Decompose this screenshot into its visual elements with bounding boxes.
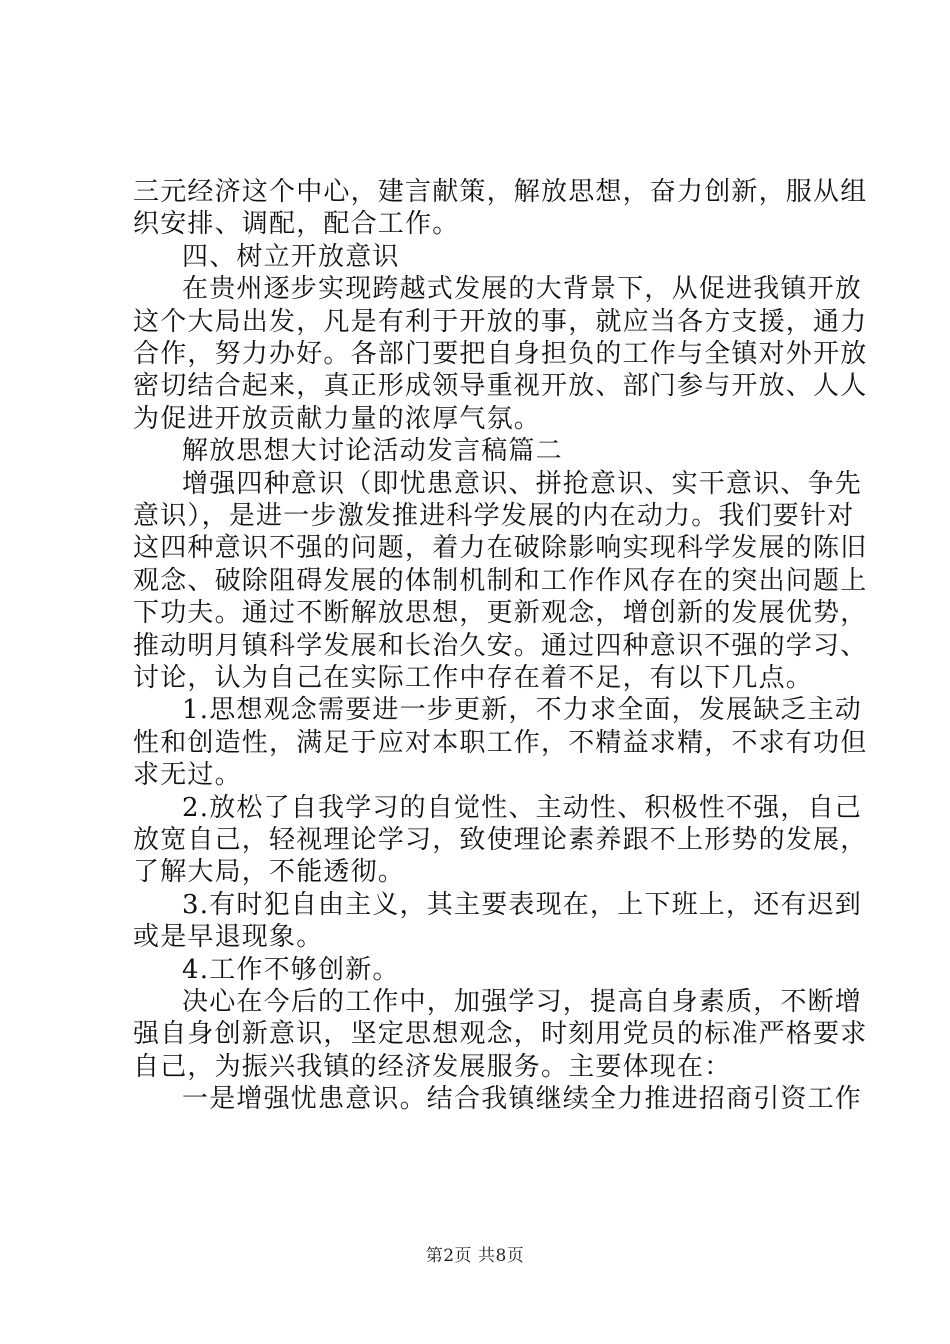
page-number-footer: 第2页 共8页 <box>425 1246 525 1266</box>
list-item: 3.有时犯自由主义，其主要表现在，上下班上，还有迟到 <box>182 889 863 920</box>
body-text-line: 性和创造性，满足于应对本职工作，不精益求精，不求有功但 <box>133 727 868 758</box>
body-text-line: 三元经济这个中心，建言献策，解放思想，奋力创新，服从组 <box>133 177 868 207</box>
body-text-line: 决心在今后的工作中，加强学习，提高自身素质，不断增 <box>182 987 863 1017</box>
body-text-line: 意识），是进一步激发推进科学发展的内在动力。我们要针对 <box>133 501 855 531</box>
body-text-line: 下功夫。通过不断解放思想，更新观念，增创新的发展优势， <box>133 598 868 629</box>
article-title: 解放思想大讨论活动发言稿篇二 <box>182 436 563 467</box>
body-text-line: 为促进开放贡献力量的浓厚气氛。 <box>133 403 542 434</box>
list-item: 2.放松了自我学习的自觉性、主动性、积极性不强，自己 <box>182 792 863 823</box>
body-text-line: 这四种意识不强的问题，着力在破除影响实现科学发展的陈旧 <box>133 533 868 564</box>
body-text-line: 这个大局出发，凡是有利于开放的事，就应当各方支援，通力 <box>133 306 868 337</box>
body-text-line: 求无过。 <box>133 760 242 791</box>
body-text-line: 织安排、调配，配合工作。 <box>133 209 460 240</box>
body-text-line: 密切结合起来，真正形成领导重视开放、部门参与开放、人人 <box>133 371 868 402</box>
list-item: 1.思想观念需要进一步更新，不力求全面，发展缺乏主动 <box>182 695 863 726</box>
body-text-line: 在贵州逐步实现跨越式发展的大背景下，从促进我镇开放 <box>182 274 863 305</box>
body-text-line: 自己，为振兴我镇的经济发展服务。主要体现在： <box>133 1051 732 1082</box>
body-text-line: 合作，努力办好。各部门要把自身担负的工作与全镇对外开放 <box>133 339 868 369</box>
body-text-line: 一是增强忧患意识。结合我镇继续全力推进招商引资工作 <box>182 1084 863 1115</box>
body-text-line: 推动明月镇科学发展和长治久安。通过四种意识不强的学习、 <box>133 630 868 661</box>
section-heading: 四、树立开放意识 <box>182 241 400 272</box>
body-text-line: 了解大局，不能透彻。 <box>133 857 406 888</box>
body-text-line: 讨论，认为自己在实际工作中存在着不足，有以下几点。 <box>133 663 814 693</box>
body-text-line: 强自身创新意识，坚定思想观念，时刻用党员的标准严格要求 <box>133 1019 868 1050</box>
body-text-line: 观念、破除阻碍发展的体制机制和工作作风存在的突出问题上 <box>133 565 868 596</box>
body-text-line: 放宽自己，轻视理论学习，致使理论素养跟不上形势的发展， <box>133 825 868 855</box>
body-text-line: 或是早退现象。 <box>133 922 324 953</box>
list-item: 4.工作不够创新。 <box>182 954 400 985</box>
body-text-line: 增强四种意识（即忧患意识、拼抢意识、实干意识、争先 <box>182 468 863 499</box>
